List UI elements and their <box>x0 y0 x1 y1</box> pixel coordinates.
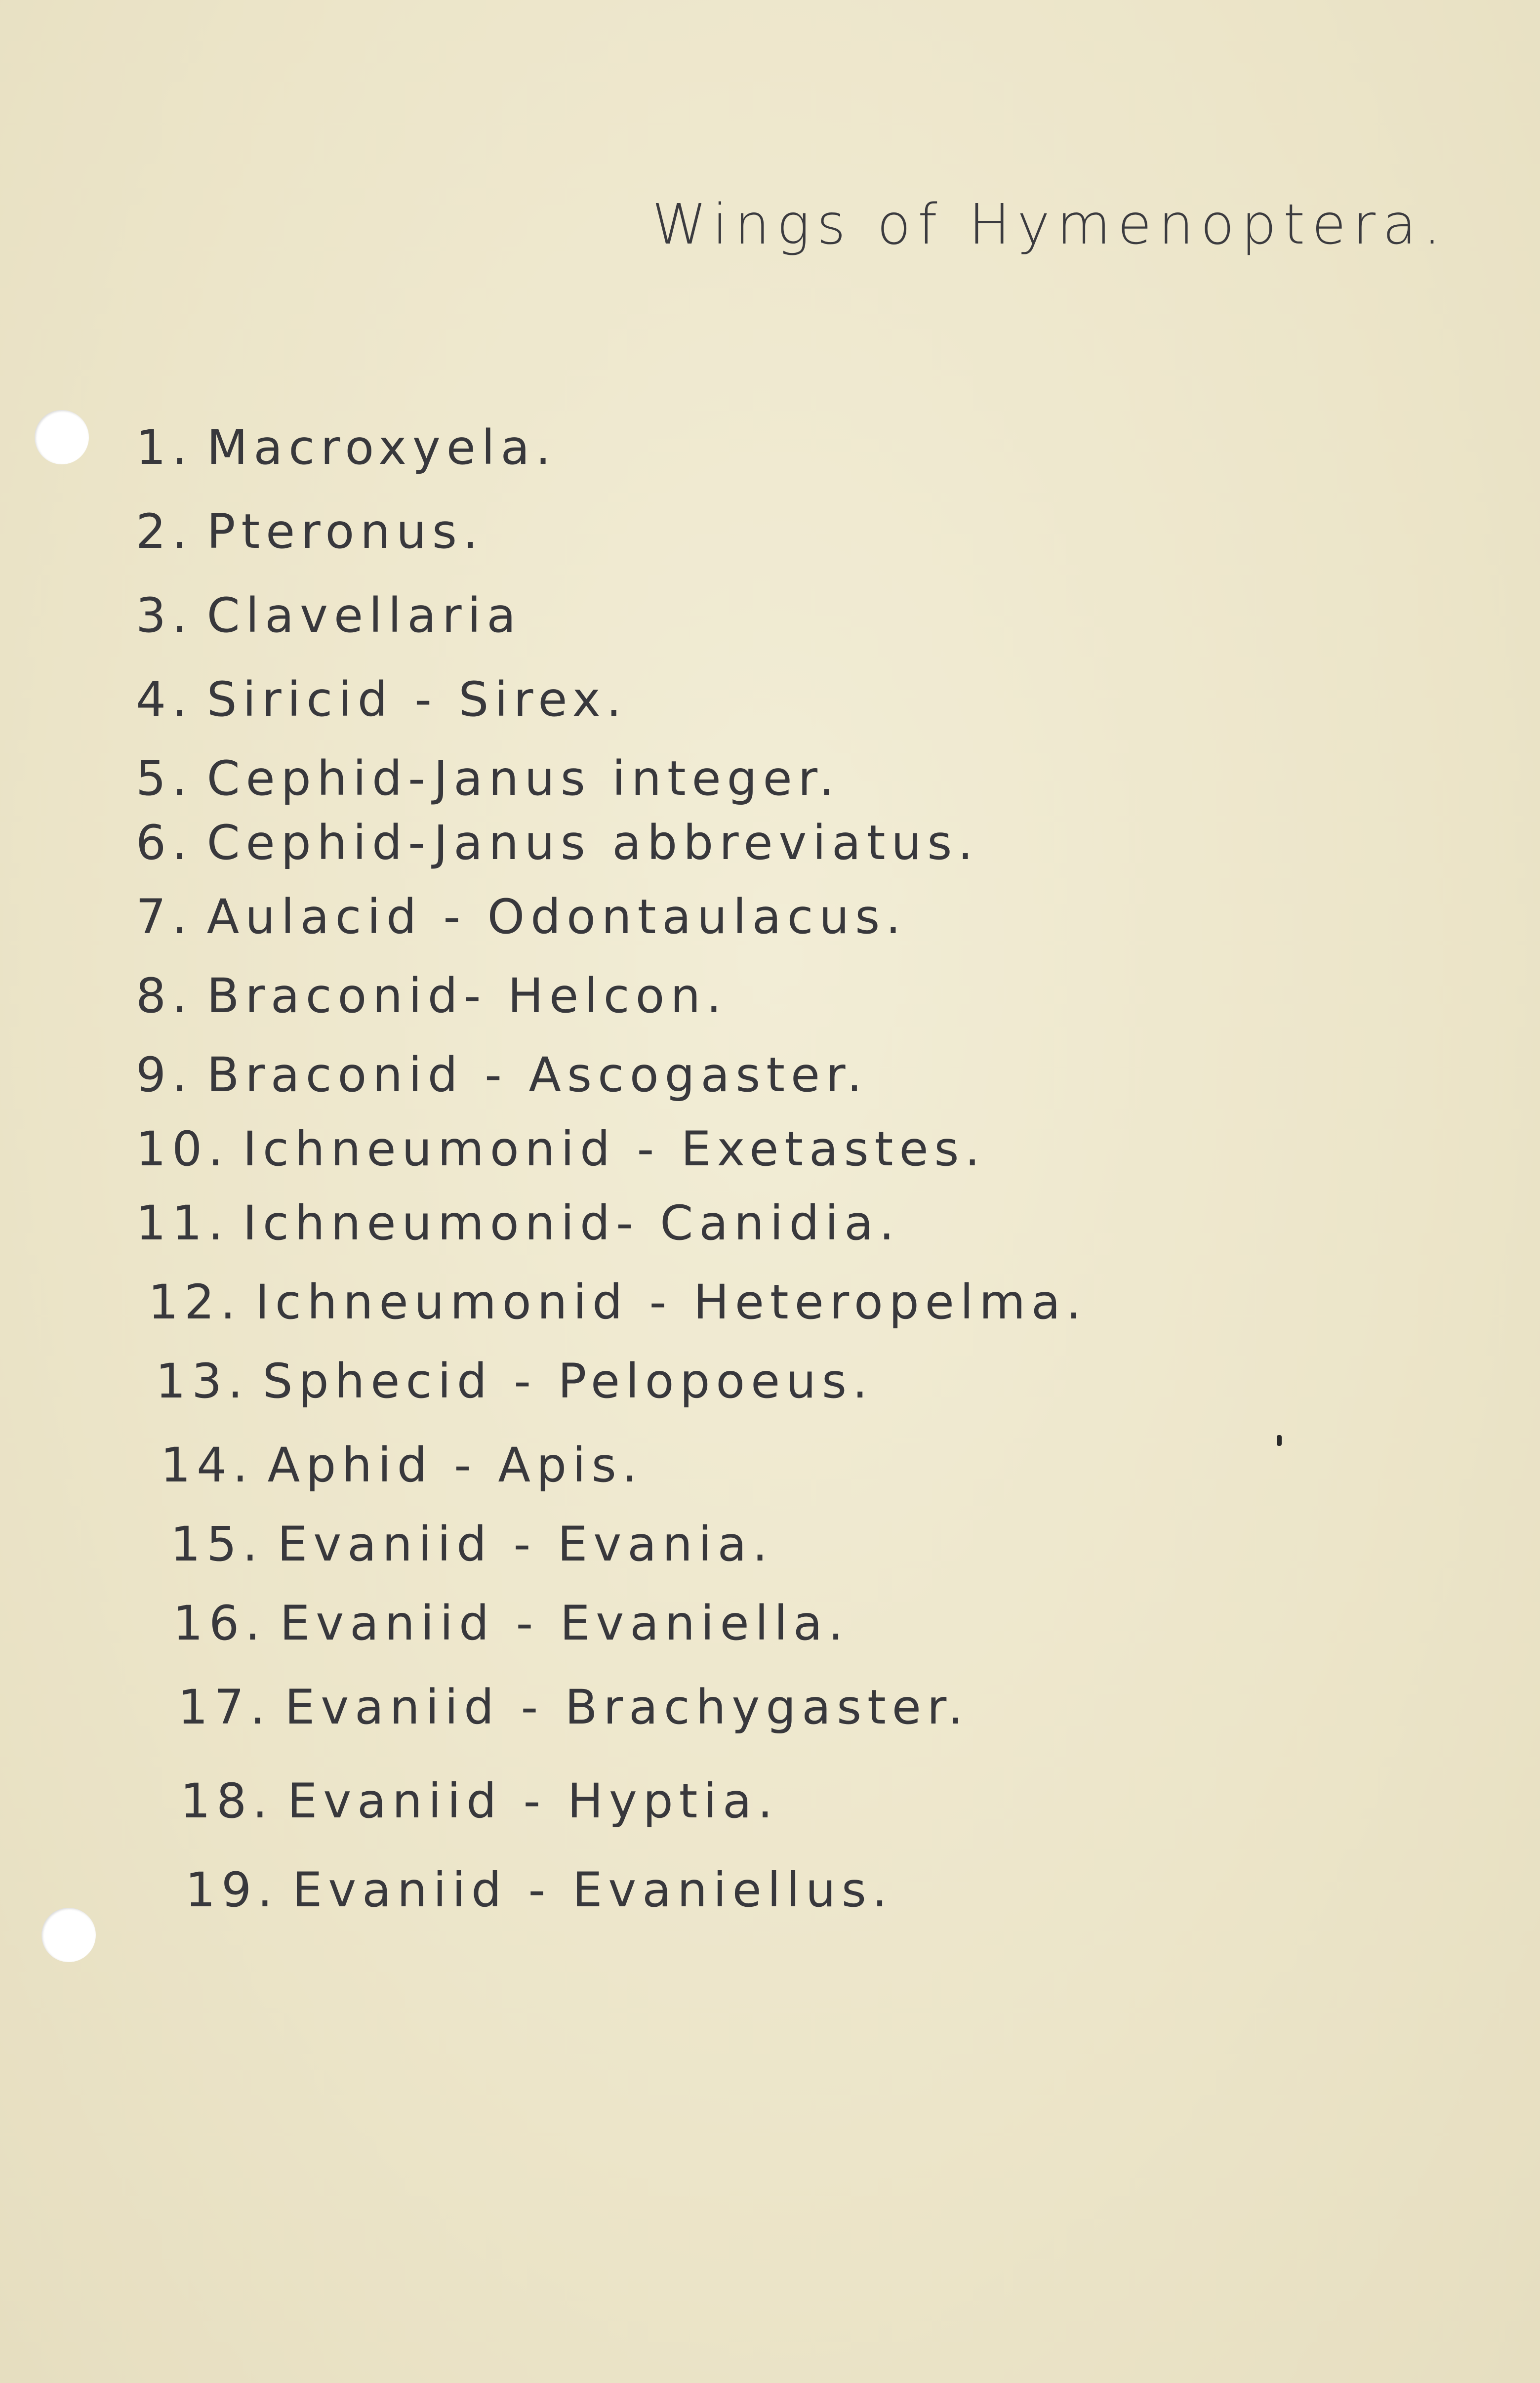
list-item-text: Ichneumonid - Heteropelma. <box>255 1274 1088 1330</box>
list-item <box>156 1354 874 1409</box>
list-item-text: Aulacid - Odontaulacus. <box>206 889 907 945</box>
list-item <box>136 815 979 870</box>
list-item <box>136 504 484 559</box>
list-item <box>136 889 907 945</box>
list-item-number: 3. <box>136 588 193 643</box>
list-item-text: Braconid- Helcon. <box>206 968 728 1024</box>
list-item-number: 4. <box>136 672 193 727</box>
list-item-number: 12. <box>148 1274 242 1330</box>
list-item-number: 17. <box>178 1680 271 1735</box>
list-item-text: Braconid - Ascogaster. <box>206 1047 868 1103</box>
list-item <box>136 1121 986 1177</box>
list-item <box>136 1047 868 1103</box>
list-item-text: Evaniid - Evaniellus. <box>292 1862 893 1918</box>
list-item-text: Sphecid - Pelopoeus. <box>262 1354 874 1409</box>
list-item-number: 13. <box>156 1354 249 1409</box>
list-item <box>161 1438 643 1493</box>
list-item-text: Cephid-Janus integer. <box>206 751 840 806</box>
list-item-number: 8. <box>136 968 193 1024</box>
list-item-text: Evaniid - Evaniella. <box>280 1596 850 1651</box>
list-item <box>136 420 557 475</box>
list-item-number: 11. <box>136 1195 229 1251</box>
list-item-number: 16. <box>173 1596 266 1651</box>
list-item-text: Macroxyela. <box>206 420 557 475</box>
list-item-number: 6. <box>136 815 193 870</box>
list-item-text: Ichneumonid- Canidia. <box>243 1195 900 1251</box>
list-item <box>136 751 840 806</box>
list-item-number: 1. <box>136 420 193 475</box>
list-item-text: Aphid - Apis. <box>267 1438 644 1493</box>
list-item-text: Clavellaria <box>206 588 522 643</box>
list-item-text: Siricid - Sirex. <box>206 672 628 727</box>
list-item-number: 2. <box>136 504 193 559</box>
list-item <box>180 1773 778 1829</box>
list-item-number: 15. <box>170 1517 264 1572</box>
list-item <box>136 588 522 643</box>
list-item-text: Cephid-Janus abbreviatus. <box>206 815 979 870</box>
list-item <box>170 1517 773 1572</box>
list-item <box>136 672 627 727</box>
list-item <box>148 1274 1087 1330</box>
punch-hole-bottom <box>41 1908 96 1962</box>
punch-hole-top <box>35 410 89 464</box>
page-title: Wings of Hymenoptera. <box>652 193 1448 257</box>
list-item-text: Ichneumonid - Exetastes. <box>243 1121 986 1177</box>
list-item-text: Pteronus. <box>206 504 484 559</box>
list-item-text: Evaniid - Hyptia. <box>287 1773 779 1829</box>
list-item-number: 10. <box>136 1121 229 1177</box>
list-item-text: Evaniid - Brachygaster. <box>284 1680 970 1735</box>
list-item <box>136 968 728 1024</box>
list-item-number: 7. <box>136 889 193 945</box>
list-item-number: 14. <box>161 1438 254 1493</box>
list-item <box>136 1195 900 1251</box>
list-item-number: 19. <box>185 1862 279 1918</box>
list-item-number: 5. <box>136 751 193 806</box>
list-item <box>185 1862 893 1918</box>
list-item-number: 18. <box>180 1773 274 1829</box>
list-item <box>178 1680 969 1735</box>
list-item <box>173 1596 849 1651</box>
list-item-number: 9. <box>136 1047 193 1103</box>
list-item-text: Evaniid - Evania. <box>277 1517 773 1572</box>
ink-mark <box>1277 1435 1282 1446</box>
